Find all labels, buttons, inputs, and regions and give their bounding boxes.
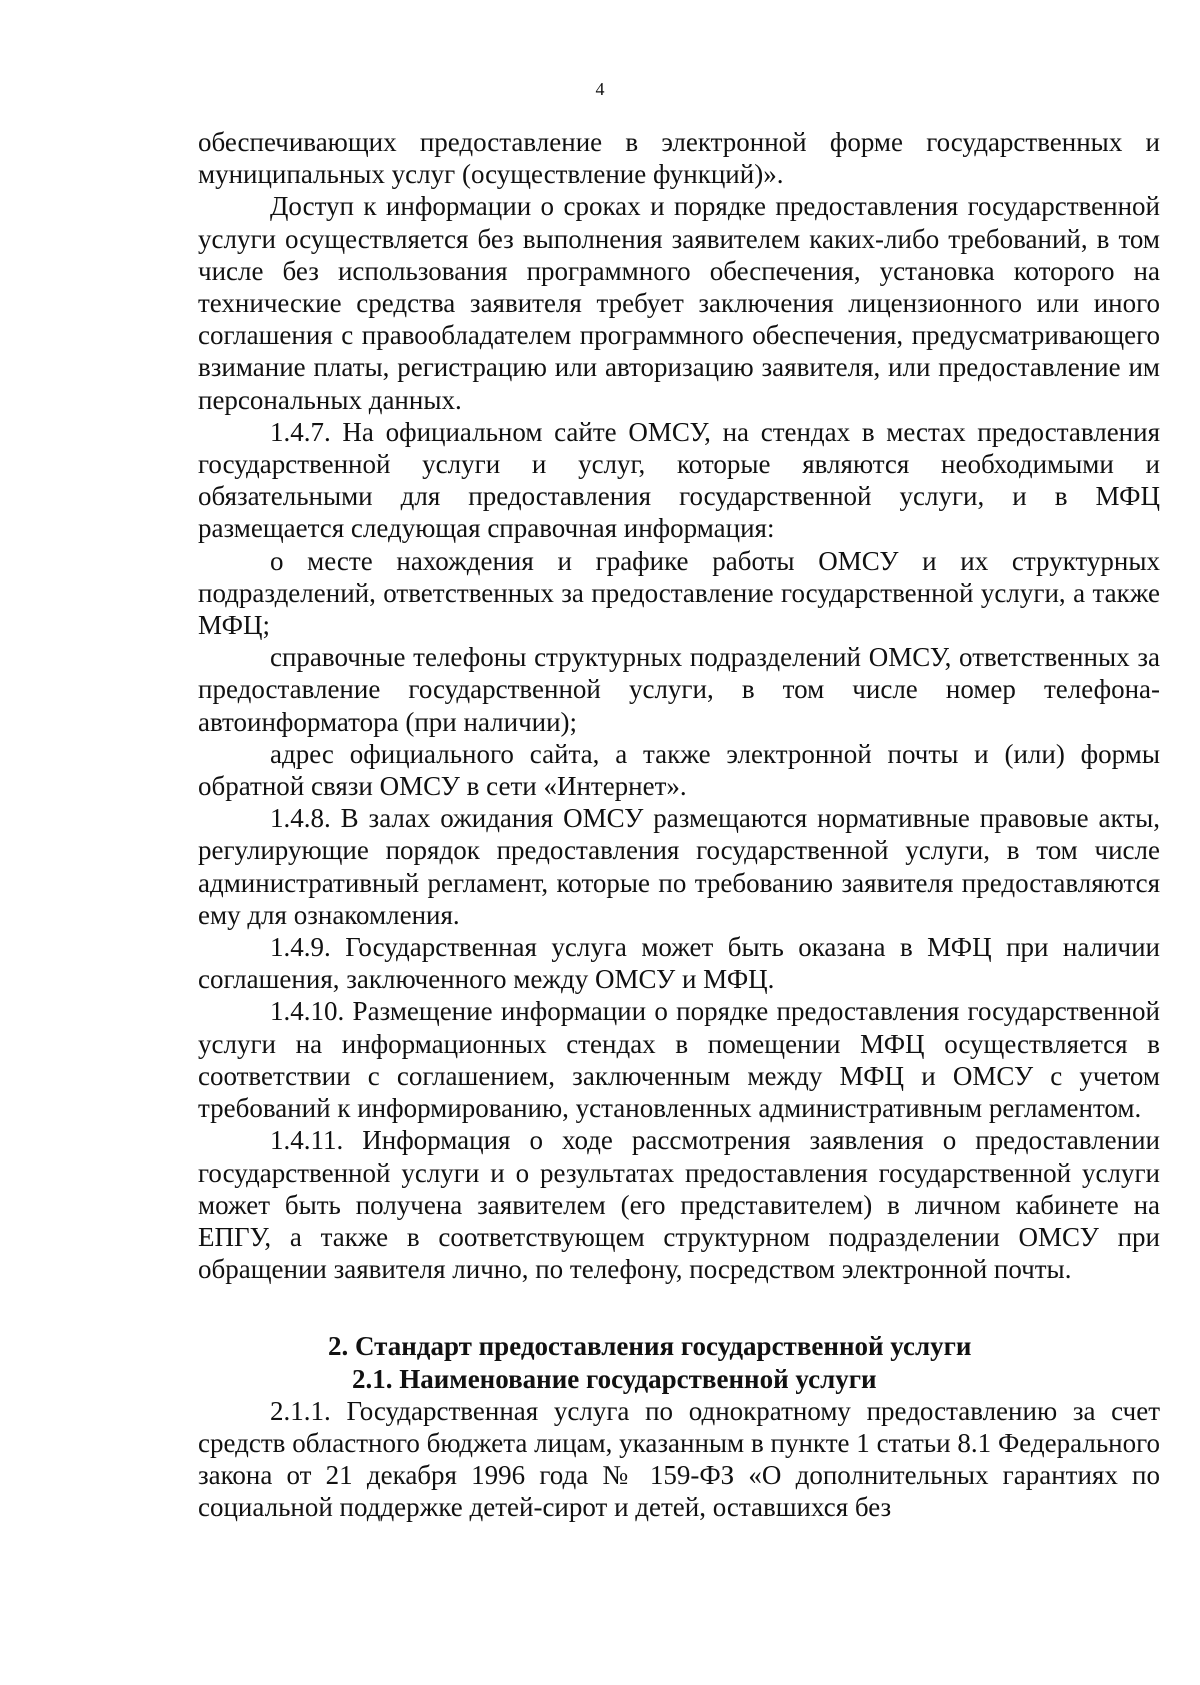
paragraph: о месте нахождения и графике работы ОМСУ и их структурных подразделений, ответственных за предоставление государственной услуги, а также МФЦ; bbox=[198, 545, 1160, 641]
paragraph: 1.4.8. В залах ожидания ОМСУ размещаются нормативные правовые акты, регулирующие порядок предоставления государственной услуги, в том числе административный регламент, которые по требованию заявителя предоставляются ему для ознакомления. bbox=[198, 803, 1160, 930]
section-spacer bbox=[198, 1285, 1160, 1330]
paragraph: 1.4.10. Размещение информации о порядке предоставления государственной услуги на информационных стендах в помещении МФЦ осуществляется в соответствии с соглашением, заключенным между МФЦ и ОМСУ с учетом требований к информированию, установленных административным регламентом. bbox=[198, 996, 1160, 1124]
paragraph: адрес официального сайта, а также электронной почты и (или) формы обратной связи ОМСУ в сети «Интернет». bbox=[198, 738, 1160, 802]
paragraph-group-bottom bbox=[198, 1395, 1160, 1524]
paragraph: 1.4.11. Информация о ходе рассмотрения заявления о предоставлении государственной услуги и о результатах предоставления государственной услуги может быть получена заявителем (его представителем) в личном кабинете на ЕПГУ, а также в соответствующем структурном подразделении ОМСУ при обращении заявителя лично, по телефону, посредством электронной почты. bbox=[198, 1125, 1160, 1285]
paragraph-group-top bbox=[198, 126, 1160, 1285]
paragraph: Доступ к информации о сроках и порядке предоставления государственной услуги осуществляется без выполнения заявителем каких-либо требований, в том числе без использования программного обеспечения, установка которого на технические средства заявителя требует заключения лицензионного или иного соглашения с правообладателем программного обеспечения, предусматривающего взимание платы, регистрацию или авторизацию заявителя, или предоставление им персональных данных. bbox=[198, 191, 1160, 415]
subsection-heading: 2.1. Наименование государственной услуги bbox=[352, 1363, 877, 1394]
paragraph: обеспечивающих предоставление в электронной форме государственных и муниципальных услуг (осуществление функций)». bbox=[198, 127, 1160, 190]
paragraph: 2.1.1. Государственная услуга по однократному предоставлению за счет средств областного бюджета лицам, указанным в пункте 1 статьи 8.1 Федерального закона от 21 декабря 1996 года № 159-ФЗ «О дополнительных гарантиях по социальной поддержке детей-сирот и детей, оставшихся без bbox=[198, 1395, 1160, 1523]
page-number: 4 bbox=[595, 79, 605, 99]
paragraph: справочные телефоны структурных подразделений ОМСУ, ответственных за предоставление государственной услуги, в том числе номер телефона-автоинформатора (при наличии); bbox=[198, 642, 1160, 737]
section-heading: 2. Стандарт предоставления государственной услуги bbox=[328, 1331, 972, 1362]
paragraph: 1.4.9. Государственная услуга может быть оказана в МФЦ при наличии соглашения, заключенного между ОМСУ и МФЦ. bbox=[198, 932, 1160, 995]
paragraph: 1.4.7. На официальном сайте ОМСУ, на стендах в местах предоставления государственной услуги и услуг, которые являются необходимыми и обязательными для предоставления государственной услуги, и в МФЦ размещается следующая справочная информация: bbox=[198, 416, 1160, 544]
document-body bbox=[198, 126, 1160, 1524]
